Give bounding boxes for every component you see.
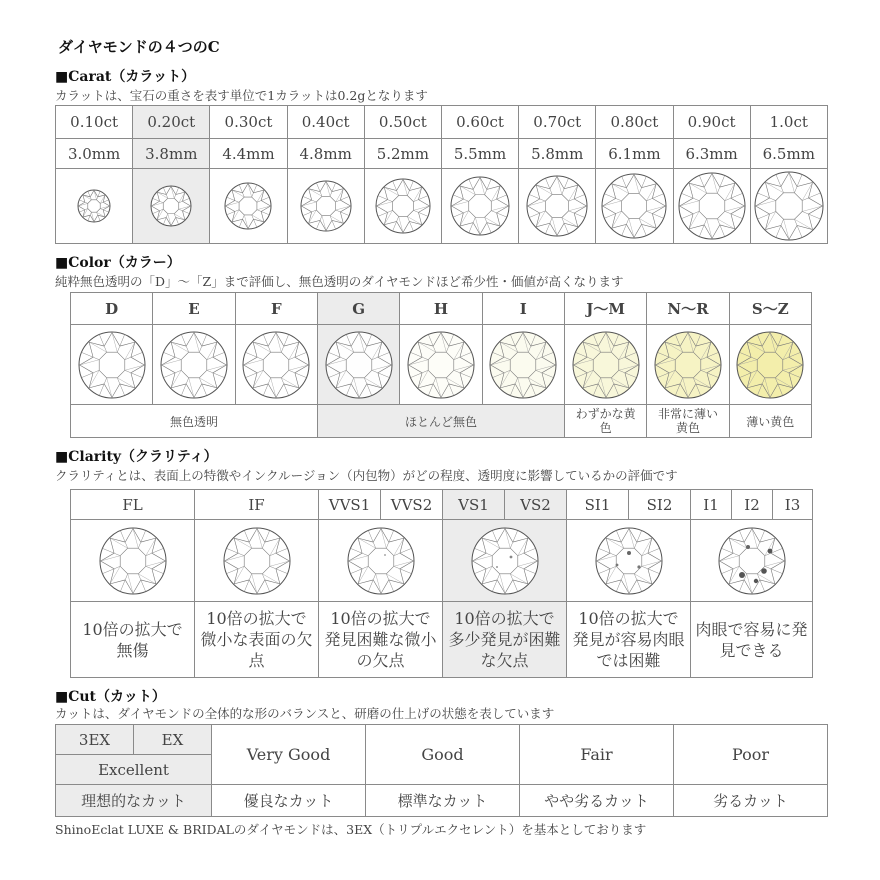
carat-weight-cell: 0.20ct xyxy=(133,106,210,139)
carat-size-cell: 6.1mm xyxy=(596,139,673,169)
diamond-icon xyxy=(324,330,394,400)
diamond-icon xyxy=(299,179,353,233)
clarity-grade-cell: I1 xyxy=(691,490,732,520)
carat-weight-row xyxy=(56,106,828,139)
cut-description: カットは、ダイヤモンドの全体的な形のバランスと、研磨の仕上げの状態を表しています xyxy=(55,706,555,721)
color-gem-cell xyxy=(317,325,399,405)
cut-desc-fair: やや劣るカット xyxy=(520,785,674,817)
diamond-icon xyxy=(98,526,168,596)
diamond-icon xyxy=(600,172,668,240)
clarity-gem-cell xyxy=(691,520,813,602)
carat-size-cell: 6.3mm xyxy=(673,139,750,169)
diamond-icon xyxy=(159,330,229,400)
cut-desc-poor: 劣るカット xyxy=(674,785,828,817)
clarity-description: クラリティとは、表面上の特徴やインクルージョン（内包物）がどの程度、透明度に影響しているかの評価です xyxy=(55,468,678,483)
color-grade-cell: D xyxy=(71,293,153,325)
color-gem-cell xyxy=(564,325,646,405)
color-grade-cell: H xyxy=(400,293,482,325)
clarity-grade-cell: VVS2 xyxy=(381,490,443,520)
color-gem-cell xyxy=(647,325,729,405)
carat-gem-cell xyxy=(210,169,287,244)
carat-gem-cell xyxy=(364,169,441,244)
clarity-gem-row xyxy=(71,520,813,602)
color-grade-cell: G xyxy=(317,293,399,325)
clarity-grade-cell: I3 xyxy=(773,490,813,520)
carat-size-cell: 4.8mm xyxy=(287,139,364,169)
carat-weight-cell: 0.80ct xyxy=(596,106,673,139)
clarity-grade-cell: FL xyxy=(71,490,195,520)
color-group-near-colorless: ほとんど無色 xyxy=(317,405,564,438)
clarity-gem-cell xyxy=(567,520,691,602)
cut-desc-very-good: 優良なカット xyxy=(212,785,366,817)
carat-gem-cell xyxy=(750,169,827,244)
clarity-desc-cell: 肉眼で容易に発見できる xyxy=(691,602,813,678)
cut-heading: ■Cut（カット） xyxy=(55,689,166,705)
diamond-icon xyxy=(571,330,641,400)
color-gem-row xyxy=(71,325,812,405)
carat-size-cell: 5.8mm xyxy=(519,139,596,169)
carat-weight-cell: 0.10ct xyxy=(56,106,133,139)
diamond-icon xyxy=(488,330,558,400)
diamond-icon xyxy=(470,526,540,596)
diamond-icon xyxy=(222,526,292,596)
clarity-desc-cell: 10倍の拡大で発見が容易肉眼では困難 xyxy=(567,602,691,678)
page-title: ダイヤモンドの４つのC xyxy=(58,38,220,56)
diamond-icon xyxy=(241,330,311,400)
clarity-desc-cell: 10倍の拡大で無傷 xyxy=(71,602,195,678)
color-heading: ■Color（カラー） xyxy=(55,255,181,271)
carat-weight-cell: 0.30ct xyxy=(210,106,287,139)
cut-grade-ex: EX xyxy=(134,725,212,755)
carat-gem-cell xyxy=(287,169,364,244)
color-gem-cell xyxy=(153,325,235,405)
diamond-icon xyxy=(717,526,787,596)
carat-description: カラットは、宝石の重さを表す単位で1カラットは0.2gとなります xyxy=(55,88,428,103)
diamond-icon xyxy=(449,175,511,237)
carat-heading: ■Carat（カラット） xyxy=(55,69,196,85)
carat-size-cell: 5.2mm xyxy=(364,139,441,169)
diamond-icon xyxy=(76,188,112,224)
carat-size-cell: 4.4mm xyxy=(210,139,287,169)
clarity-grade-cell: VS1 xyxy=(443,490,505,520)
diamond-icon xyxy=(77,330,147,400)
carat-gem-row xyxy=(56,169,828,244)
carat-gem-cell xyxy=(56,169,133,244)
carat-weight-cell: 0.50ct xyxy=(364,106,441,139)
clarity-table xyxy=(70,489,813,678)
color-grade-cell: I xyxy=(482,293,564,325)
clarity-grade-cell: VS2 xyxy=(505,490,567,520)
clarity-desc-cell: 10倍の拡大で微小な表面の欠点 xyxy=(195,602,319,678)
carat-weight-cell: 0.70ct xyxy=(519,106,596,139)
diamond-icon xyxy=(525,174,589,238)
carat-size-cell: 6.5mm xyxy=(750,139,827,169)
color-group-row xyxy=(71,405,812,438)
cut-grade-poor: Poor xyxy=(674,725,828,785)
diamond-icon xyxy=(753,170,825,242)
color-table xyxy=(70,292,812,438)
color-grade-cell: F xyxy=(235,293,317,325)
diamond-icon xyxy=(223,181,273,231)
diamond-icon xyxy=(653,330,723,400)
carat-size-cell: 3.8mm xyxy=(133,139,210,169)
color-group-very-light-label: 非常に薄い黄色 xyxy=(657,407,718,435)
diamond-icon xyxy=(374,177,432,235)
carat-gem-cell xyxy=(673,169,750,244)
clarity-desc-cell: 10倍の拡大で多少発見が困難な欠点 xyxy=(443,602,567,678)
cut-desc-good: 標準なカット xyxy=(366,785,520,817)
clarity-grade-cell: SI1 xyxy=(567,490,629,520)
carat-gem-cell xyxy=(596,169,673,244)
color-grade-row xyxy=(71,293,812,325)
carat-size-row xyxy=(56,139,828,169)
color-gem-cell xyxy=(235,325,317,405)
cut-grade-good: Good xyxy=(366,725,520,785)
clarity-desc-cell: 10倍の拡大で発見困難な微小の欠点 xyxy=(319,602,443,678)
carat-gem-cell xyxy=(133,169,210,244)
clarity-gem-cell xyxy=(443,520,567,602)
footer-note: ShinoEclat LUXE & BRIDALのダイヤモンドは、3EX（トリプルエクセレント）を基本としております xyxy=(55,822,647,837)
clarity-gem-cell xyxy=(195,520,319,602)
carat-weight-cell: 0.90ct xyxy=(673,106,750,139)
carat-weight-cell: 1.0ct xyxy=(750,106,827,139)
clarity-grade-cell: VVS1 xyxy=(319,490,381,520)
clarity-grade-cell: IF xyxy=(195,490,319,520)
diamond-icon xyxy=(735,330,805,400)
color-grade-cell: E xyxy=(153,293,235,325)
diamond-icon xyxy=(594,526,664,596)
carat-size-cell: 5.5mm xyxy=(441,139,518,169)
color-group-faint xyxy=(564,405,646,438)
clarity-grade-cell: SI2 xyxy=(629,490,691,520)
cut-desc-ideal: 理想的なカット xyxy=(56,785,212,817)
clarity-gem-cell xyxy=(319,520,443,602)
color-gem-cell xyxy=(729,325,811,405)
carat-size-cell: 3.0mm xyxy=(56,139,133,169)
color-grade-cell: S～Z xyxy=(729,293,811,325)
cut-table xyxy=(55,724,828,817)
color-grade-cell: J～M xyxy=(564,293,646,325)
color-group-light: 薄い黄色 xyxy=(729,405,811,438)
color-gem-cell xyxy=(482,325,564,405)
carat-table xyxy=(55,105,828,244)
color-gem-cell xyxy=(400,325,482,405)
carat-weight-cell: 0.40ct xyxy=(287,106,364,139)
cut-grade-3ex: 3EX xyxy=(56,725,134,755)
color-group-colorless: 無色透明 xyxy=(71,405,318,438)
cut-grade-fair: Fair xyxy=(520,725,674,785)
carat-weight-cell: 0.60ct xyxy=(441,106,518,139)
clarity-grade-row xyxy=(71,490,813,520)
color-description: 純粋無色透明の「D」～「Z」まで評価し、無色透明のダイヤモンドほど希少性・価値が高くなります xyxy=(55,274,624,289)
clarity-grade-cell: I2 xyxy=(732,490,773,520)
cut-grade-very-good: Very Good xyxy=(212,725,366,785)
clarity-desc-row xyxy=(71,602,813,678)
color-gem-cell xyxy=(71,325,153,405)
carat-gem-cell xyxy=(441,169,518,244)
clarity-gem-cell xyxy=(71,520,195,602)
diamond-icon xyxy=(406,330,476,400)
diamond-icon xyxy=(149,184,193,228)
color-group-faint-label: わずかな黄色 xyxy=(575,407,636,435)
color-grade-cell: N～R xyxy=(647,293,729,325)
diamond-icon xyxy=(346,526,416,596)
diamond-icon xyxy=(677,171,747,241)
clarity-heading: ■Clarity（クラリティ） xyxy=(55,449,218,465)
color-group-very-light xyxy=(647,405,729,438)
cut-grade-excellent: Excellent xyxy=(56,755,212,785)
carat-gem-cell xyxy=(519,169,596,244)
